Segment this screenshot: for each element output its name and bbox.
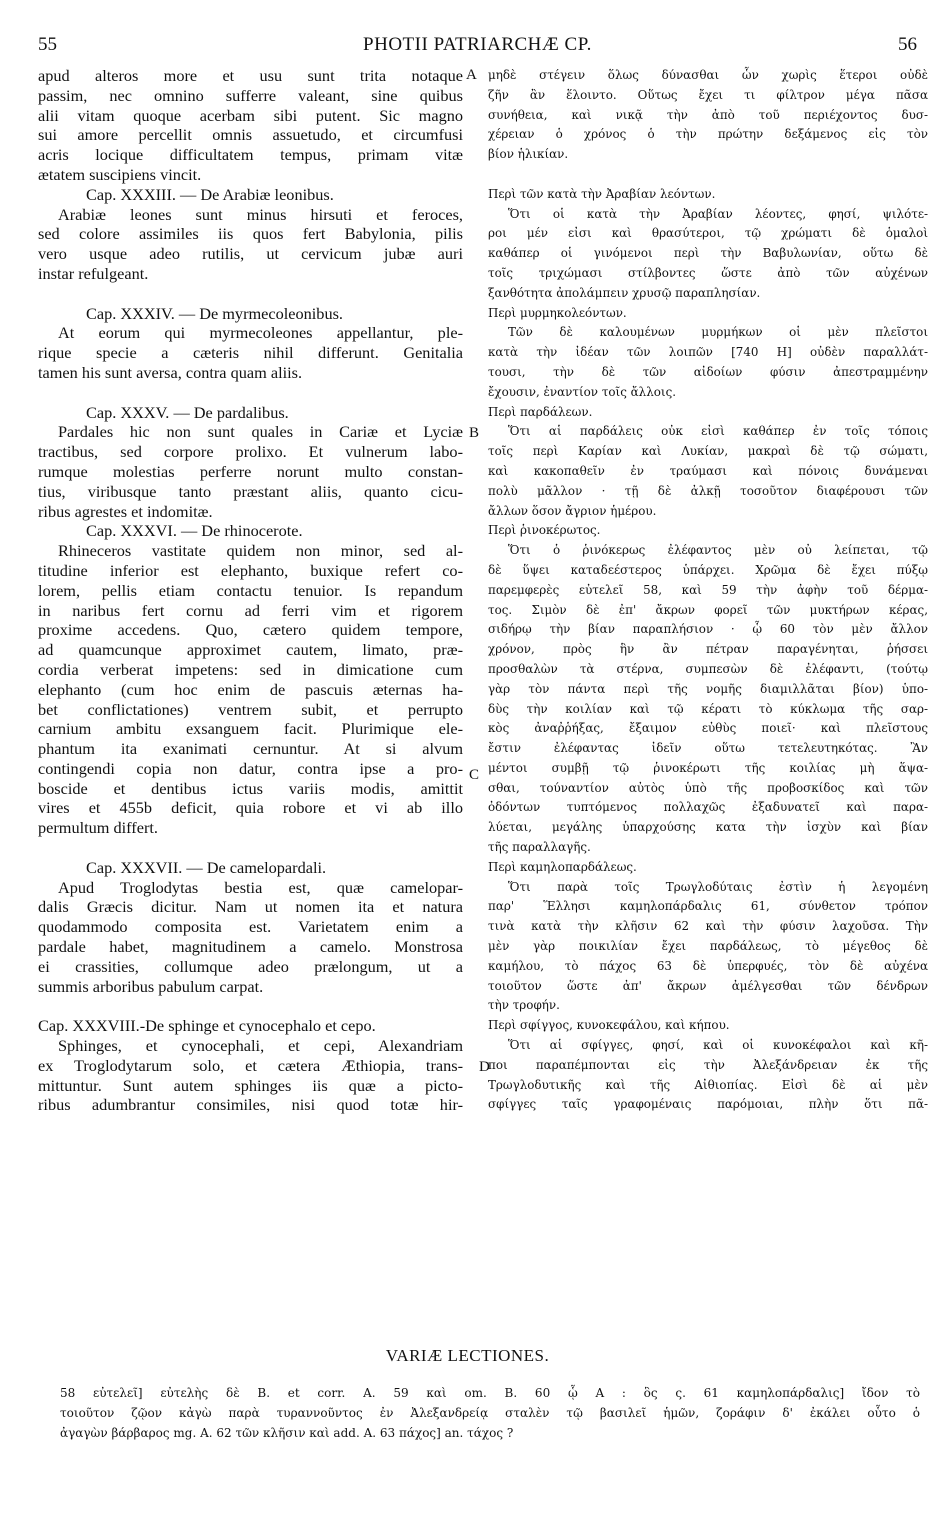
greek-line: συνήθεια, καὶ νικᾷ τὴν ἀπὸ τοῦ περιέχοντος δυσ- [488,107,928,122]
greek-line: ζῆν ἂν ἕλοιντο. Οὕτως ἔχει τι φίλτρον μέγα πᾶσα [488,87,928,102]
greek-line: κὸς ἀναῤῥήξας, ἔξαιμον εὐθὺς ποιεῖ· καὶ πλεῖστους [488,721,928,736]
greek-line: Ὅτι αἱ παρδάλεις οὐκ εἰσὶ καθάπερ ἐν τοῖς τόποις [508,424,928,439]
greek-line: ἔστιν ἐλέφαντας ἰδεῖν οὕτω τετελευτηκότας. Ἂν [488,741,928,756]
greek-line: τοῖς τριχώμασι στίλβοντες ὥστε ἀπὸ τῶν αὐχένων [488,265,928,280]
latin-line: contingendi copia non datur, contra ipse a pro- [38,758,463,778]
greek-line: ἔχουσιν, ἐναντίον τοῖς ἄλλοις. [488,384,677,399]
greek-line: Τρωγλοδυτικῆς καὶ τῆς Αἰθιοπίας. Εἰσὶ δὲ αἱ μὲν [488,1077,928,1092]
greek-heading: Περὶ ῥινοκέρωτος. [488,523,601,538]
latin-line: ad quamcunque approximet cautem, limato, præ- [38,640,463,660]
greek-line: χρόνον, πρὸς ἣν ἂν πέτραν παραγένηται, ῥήσσει [488,642,928,657]
greek-line: βίον ἡλικίαν. [488,147,569,162]
latin-line: mittuntur. Sunt autem sphinges iis quæ a picto- [38,1075,463,1095]
page-number-right: 56 [898,34,917,55]
latin-line: summis arboribus pabulum carpat. [38,976,264,996]
latin-line: vero usque adeo rutilis, ut cervicum jubæ auri [38,244,463,264]
greek-line: Ὅτι παρὰ τοῖς Τρωγλοδύταις ἐστὶν ἡ λεγομένη [508,879,928,894]
greek-heading: Περὶ τῶν κατὰ τὴν Ἀραβίαν λεόντων. [488,186,716,201]
latin-line: cordia verberat impetens: sed in dimicatione cum [38,659,463,679]
margin-letter-c: C [469,767,480,783]
note-line: ἀγαγὼν βάρβαρος mg. A. 62 τῶν κλῆσιν καὶ add. A. 63 πάχος] an. τάχος ? [60,1426,514,1440]
latin-line: Apud Troglodytas bestia est, quæ camelopar- [58,877,463,897]
chapter-heading: Cap. XXXV. — De pardalibus. [86,402,289,422]
greek-line: καθάπερ οἱ γινόμενοι περὶ τὴν Βαβυλωνίαν, οὕτω δὲ [488,246,928,261]
greek-heading: Περὶ παρδάλεων. [488,404,593,419]
note-line: τοιοῦτον ζῷον κἀγὼ παρὰ τυραννοῦντος ἐν Ἀλεξανδρείᾳ σταλὲν τῷ βασιλεῖ ἡμῶν, ζοράφιν δ' ἐκάλει οὗτο ὁ [60,1406,920,1420]
greek-line: ποι παραπέμπονται εἰς τὴν Ἀλεξάνδρειαν ἐκ τῆς [488,1057,928,1072]
greek-line: τουσι, τὴν δὲ τῶν αἰδοίων φύσιν ἀπεστραμμένην [488,364,928,379]
greek-line: λύεται, μεγάλης ὑπαρχούσης κατα τὴν ἰσχὺν καὶ βίαν [488,820,928,835]
latin-line: At eorum qui myrmecoleones appellantur, ple- [58,323,463,343]
latin-line: carnium ambitu exsanguem facit. Plurimique ele- [38,719,463,739]
greek-line: ὀδόντων τυπτόμενος πολλαχῶς ἐξαδυνατεῖ καὶ παρα- [488,800,928,815]
greek-line: πολὺ μᾶλλον · τῇ δὲ ἀλκῇ τοσοῦτον διαφέρουσι τῶν [488,483,928,498]
greek-line: σθαι, τούναντίον αὐτὸς ὑπὸ τῆς προβοσκίδος καὶ τῶν [488,780,928,795]
latin-line: alii vitam quoque acerbam sibi putent. Sic magno [38,105,463,125]
greek-line: παρεμφερὲς εὐτελεῖ 58, καὶ 59 τὴν ἀφὴν τοῦ δέρμα- [488,582,928,597]
note-line: 58 εὐτελεῖ] εὐτελὴς δὲ B. et corr. A. 59 καὶ om. B. 60 ᾧ A : ὃς ς. 61 καμηλοπάρδαλις] ἴδον τὸ [60,1386,920,1400]
greek-line: προσθαλὼν τὰ στέρνα, συμπεσὼν δὲ ἐλέφαντι, (τούτῳ [488,661,928,676]
latin-line: tractibus, sed corpore prolixo. Et vulnerum labo- [38,442,463,462]
latin-line: rique specie a cæteris nihil differunt. Genitalia [38,343,463,363]
margin-letter-b: B [469,425,480,441]
latin-line: quodammodo composita est. Varietatem enim a [38,917,463,937]
latin-line: ribus adumbrantur consimiles, nisi quod totæ hir- [38,1095,463,1115]
greek-line: τος. Σιμὸν δὲ ἐπ' ἄκρων φορεῖ τῶν μυκτήρων κέρας, [488,602,928,617]
greek-line: καμήλου, τὸ πάχος 63 δὲ ὑπερφυές, τὸν δὲ αὐχένα [488,958,928,973]
greek-line: παρ' Ἕλλησι καμηλοπάρδαλις 61, σύνθετον τρόπον [488,899,928,914]
greek-line: σιδήρῳ τὴν βίαν παραπλήσιον · ᾧ 60 τὸν μὲν ἄλλον [488,622,928,637]
greek-line: ἄλλων ὅσον ἄγριον ἡμέρου. [488,503,657,518]
greek-line: δὲ ὕψει καταδεέστερος ὑπάρχει. Χρῶμα δὲ ἔχει πύξῳ [488,562,928,577]
running-title: PHOTII PATRIARCHÆ CP. [363,34,592,55]
latin-line: sed colore assimiles iis quos fert Babylonia, pilis [38,224,463,244]
latin-line: apud alteros more et usu sunt trita notaque [38,66,463,85]
variae-lectiones [60,1383,920,1443]
greek-line: μὲν γὰρ ποικιλίαν ἔχει παρδάλεως, τὸ μέγεθος δὲ [488,939,928,954]
greek-heading: Περὶ σφίγγος, κυνοκεφάλου, καὶ κήπου. [488,1018,730,1033]
greek-line: τοιοῦτον ὥστε ἀπ' ἄκρων ἀμέλγεσθαι τῶν δένδρων [488,978,928,993]
latin-line: permultum differt. [38,818,158,838]
greek-line: τινὰ κατὰ τὴν κλῆσιν 62 καὶ τὴν φύσιν λαχοῦσα. Τὴν [488,919,928,934]
latin-line: ex Troglodytarum solo, et cætera Æthiopia, trans- [38,1055,463,1075]
greek-line: γὰρ τὸν πάντα περὶ τῆς νομῆς διαμιλλᾶται βίον) ὑπο- [488,681,928,696]
greek-line: Ὅτι αἱ σφίγγες, φησί, καὶ οἱ κυνοκέφαλοι καὶ κῆ- [508,1038,928,1053]
latin-line: ei crassities, collumque adeo prælongum, ut a [38,956,463,976]
latin-line: proxime accedens. Quo, cætero quidem tempore, [38,620,463,640]
chapter-heading: Cap. XXXVII. — De camelopardali. [86,857,327,877]
latin-line: ætatem suscipiens vincit. [38,164,202,184]
greek-line: ροι μέν εἰσι καὶ θρασύτεροι, τῷ χρώματι δὲ ὁμαλοὶ [488,226,928,241]
greek-line: Τῶν δὲ καλουμένων μυρμήκων οἱ μὲν πλεῖστοι [508,325,928,340]
latin-line: boscide et dentibus ictus variis modis, amittit [38,778,463,798]
variae-lectiones-title: VARIÆ LECTIONES. [385,1346,550,1365]
greek-line: τὴν τροφήν. [488,998,560,1013]
latin-line: ribus agrestes et indomitæ. [38,501,213,521]
latin-line: titudine inferior est elephanto, buxique refert co- [38,560,463,580]
greek-line: δὺς τὴν κοιλίαν καὶ τῷ κέρατι τὸ κύκλωμα τῆς σαρ- [488,701,928,716]
latin-line: sui amore percellit omnis assuetudo, et circumfusi [38,125,463,145]
page-number-left: 55 [38,34,57,55]
greek-line: ξανθότητα ἀπολάμπειν χρυσῷ παραπλησίαν. [488,285,761,300]
latin-line: passim, nec omnino sufferre valeant, sine quibus [38,85,463,105]
latin-line: pardale habet, magnitudinem a camelo. Monstrosa [38,937,463,957]
greek-line: μηδὲ στέγειν ὅλως δύνασθαι ὧν χωρὶς ἕτεροι οὐδὲ [488,68,928,82]
latin-line: rumque molestias perferre norunt multo constan- [38,461,463,481]
margin-letter-d: D [479,1059,490,1075]
margin-letter-a: A [466,67,477,83]
latin-line: in naribus fert cornu ad ferri vim et rigorem [38,600,463,620]
chapter-heading: Cap. XXXIV. — De myrmecoleonibus. [86,303,343,323]
latin-line: bet conflictationes) ventrem subit, et perrupto [38,699,463,719]
latin-line: Pardales hic non sunt quales in Cariæ et Lyciæ [58,422,463,442]
greek-line: Ὅτι ὁ ῥινόκερως ἐλέφαντος μὲν οὐ λείπεται, τῷ [508,543,928,558]
greek-line: Ὅτι οἱ κατὰ τὴν Ἀραβίαν λέοντες, φησί, ψιλότε- [508,206,928,221]
latin-column [38,66,463,1115]
chapter-heading: Cap. XXXVI. — De rhinocerote. [86,521,303,541]
latin-line: Sphinges, et cynocephali, et cepi, Alexandriam [58,1036,463,1056]
latin-line: elephanto (cum hoc enim de pascuis æternas ha- [38,679,463,699]
latin-line: phantum ita exanimati cernuntur. At si alvum [38,739,463,759]
greek-line: τοῖς περὶ Καρίαν καὶ Λυκίαν, μακραὶ δὲ τῷ σώματι, [488,444,928,459]
latin-line: vires et 455b deficit, quia robore et vi ab illo [38,798,463,818]
greek-line: τῆς παραλλαγῆς. [488,840,591,855]
latin-line: Rhineceros vastitate quidem non minor, sed al- [58,541,463,561]
latin-line: Arabiæ leones sunt minus hirsuti et feroces, [58,204,463,224]
greek-line: σφίγγες ταῖς γραφομέναις παρόμοιαι, πλὴν ὅτι πᾶ- [488,1097,928,1112]
latin-line: tius, viribusque tanto præstant aliis, quanto cicu- [38,481,463,501]
chapter-heading: Cap. XXXIII. — De Arabiæ leonibus. [86,184,334,204]
greek-column [488,66,928,1115]
latin-line: acris locique difficultatem tempus, primam vitæ [38,145,463,165]
greek-heading: Περὶ καμηλοπαρδάλεως. [488,859,637,874]
latin-line: lorem, pellis etiam contactu tenuior. Is repandum [38,580,463,600]
latin-line: tamen his sunt aversa, contra quam aliis. [38,362,303,382]
greek-line: μέντοι συμβῇ τῷ ῥινοκέρωτι τῆς κοιλίας μὴ ἅψα- [488,760,928,775]
chapter-heading: Cap. XXXVIII.-De sphinge et cynocephalo et cepo. [38,1016,376,1036]
running-header [38,34,917,58]
greek-line: χέρειαν ὁ χρόνος ὁ τὴν πρώτην δεξάμενος εἰς τὸν [488,127,928,142]
greek-line: κατὰ τὴν ἰδέαν τῶν λοιπῶν [740 H] οὐδὲν παραλλάτ- [488,345,928,360]
greek-heading: Περὶ μυρμηκολεόντων. [488,305,627,320]
latin-line: dalis Græcis dicitur. Nam ut nomen ita et natura [38,897,463,917]
greek-line: καὶ κακοπαθεῖν ἐν τραύμασι καὶ πόνοις δυνάμεναι [488,463,928,478]
latin-line: instar refulgeant. [38,263,149,283]
